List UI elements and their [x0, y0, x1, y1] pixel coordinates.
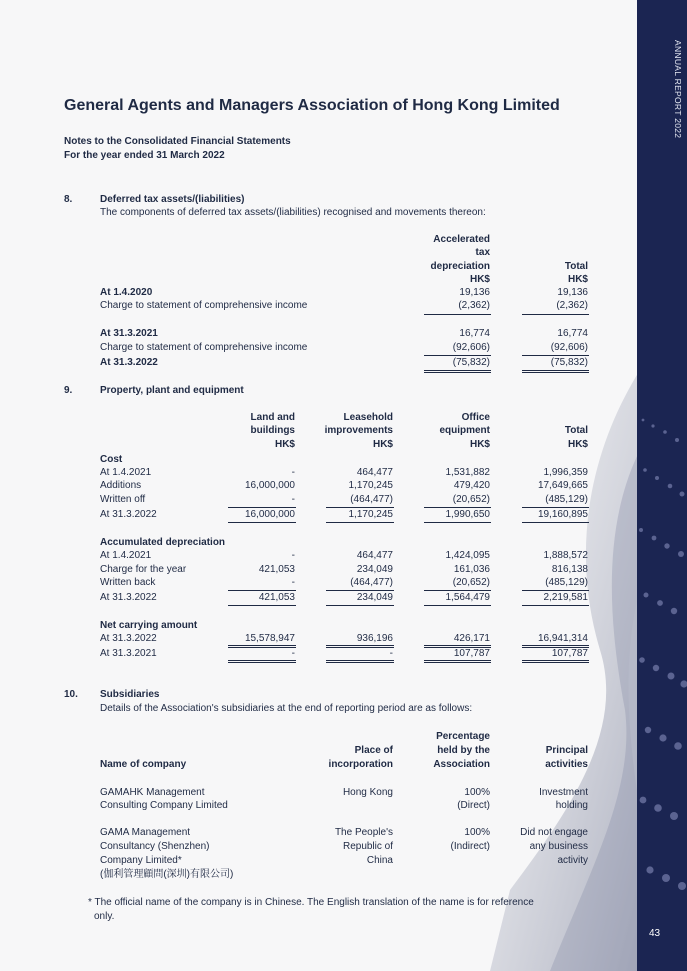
subtotal-rule: [424, 605, 491, 606]
total-double-rule: [522, 660, 589, 663]
note8-col-total-1: Total: [564, 261, 588, 272]
note9-row-label: At 1.4.2021: [100, 467, 152, 478]
note9-col-land-3: HK$: [274, 439, 295, 450]
note9-cell-land: 15,578,947: [244, 633, 295, 644]
subsidiary-name-line: Consultancy (Shenzhen): [100, 841, 210, 852]
subsidiary-activity: Investment: [539, 787, 588, 798]
note9-cell-land: 421,053: [258, 592, 295, 603]
page-title: General Agents and Managers Association of Hong Kong Limited: [64, 97, 560, 114]
note9-row-label: At 31.3.2022: [100, 633, 157, 644]
subsidiary-activity: holding: [555, 800, 588, 811]
note9-cell-office: 107,787: [453, 648, 490, 659]
subtotal-rule: [228, 605, 296, 606]
note9-col-lease-2: improvements: [324, 425, 393, 436]
subsidiary-name-line: Consulting Company Limited: [100, 800, 228, 811]
note8-row-label: At 31.3.2021: [100, 328, 158, 339]
note9-row-label: At 31.3.2022: [100, 509, 157, 520]
subsidiary-holding-type: (Direct): [457, 800, 490, 811]
note8-number: 8.: [64, 194, 73, 205]
note8-row-accel: 16,774: [459, 328, 490, 339]
note10-col-name: Name of company: [100, 759, 187, 770]
total-double-rule: [424, 660, 491, 663]
note9-cell-total: 17,649,665: [537, 480, 588, 491]
note9-cell-total: 2,219,581: [543, 592, 588, 603]
note9-row-label: Written back: [100, 577, 156, 588]
note9-number: 9.: [64, 385, 73, 396]
note9-dep-heading: Accumulated depreciation: [100, 537, 226, 548]
note9-cell-total: 1,996,359: [543, 467, 588, 478]
note9-cell-office: 161,036: [453, 564, 490, 575]
period-subtitle: For the year ended 31 March 2022: [64, 150, 225, 161]
subsidiary-name-line: Company Limited*: [100, 855, 182, 866]
subsidiary-place: The People's: [334, 827, 393, 838]
note9-col-land-1: Land and: [250, 412, 295, 423]
note9-heading: Property, plant and equipment: [100, 385, 244, 396]
note9-row-label: At 31.3.2021: [100, 648, 157, 659]
note9-cost-heading: Cost: [100, 454, 123, 465]
note9-cell-lease: 464,477: [356, 467, 393, 478]
note9-row-label: Written off: [100, 494, 146, 505]
subsidiary-place: China: [366, 855, 393, 866]
subsidiary-name-line: GAMAHK Management: [100, 787, 205, 798]
note8-row-total: 16,774: [557, 328, 588, 339]
subsidiary-activity: any business: [529, 841, 588, 852]
decorative-dot-pattern: [637, 380, 687, 970]
note8-col-accel-1: Accelerated: [433, 234, 490, 245]
note10-col-place-2: incorporation: [328, 759, 393, 770]
note8-col-total-2: HK$: [567, 274, 588, 285]
note8-row-label: Charge to statement of comprehensive income: [100, 342, 308, 353]
subsidiary-chinese-name: (伽利管理顧問(深圳)有限公司): [100, 869, 234, 880]
note9-cell-lease: -: [389, 648, 393, 659]
note8-intro: The components of deferred tax assets/(liabilities) recognised and movements thereon:: [100, 207, 486, 218]
note9-col-office-1: Office: [461, 412, 490, 423]
subtotal-rule: [522, 605, 589, 606]
note9-col-total-2: HK$: [567, 439, 588, 450]
note9-col-lease-1: Leasehold: [343, 412, 393, 423]
subtotal-rule: [522, 522, 589, 523]
note10-col-act-1: Principal: [545, 745, 588, 756]
note9-col-office-2: equipment: [439, 425, 490, 436]
note9-cell-lease: 464,477: [356, 550, 393, 561]
subsidiary-percentage: 100%: [464, 827, 490, 838]
note10-col-place-1: Place of: [354, 745, 393, 756]
sidebar-band: [637, 0, 687, 971]
note8-col-accel-2: tax: [475, 247, 490, 258]
note9-ncv-heading: Net carrying amount: [100, 620, 198, 631]
subtotal-rule: [424, 522, 491, 523]
note8-row-total: (92,606): [550, 342, 588, 353]
subtotal-rule: [522, 314, 589, 315]
note9-cell-total: (485,129): [545, 494, 588, 505]
subtotal-rule: [424, 314, 491, 315]
note9-cell-land: -: [291, 467, 295, 478]
note9-cell-land: -: [291, 494, 295, 505]
note9-cell-total: 1,888,572: [543, 550, 588, 561]
note9-cell-lease: (464,477): [350, 577, 393, 588]
note8-row-accel: (92,606): [452, 342, 490, 353]
annual-report-label: ANNUAL REPORT 2022: [673, 40, 683, 139]
note9-row-label: Charge for the year: [100, 564, 187, 575]
footnote: * The official name of the company is in Chinese. The English translation of the name is for reference: [88, 897, 534, 908]
subsidiary-name-line: GAMA Management: [100, 827, 191, 838]
note8-row-total: 19,136: [557, 287, 588, 298]
note10-col-pct-3: Association: [433, 759, 490, 770]
note10-intro: Details of the Association's subsidiaries at the end of reporting period are as follows:: [100, 703, 473, 714]
note9-cell-total: (485,129): [545, 577, 588, 588]
subtotal-rule: [228, 522, 296, 523]
note9-cell-office: (20,652): [452, 577, 490, 588]
note9-cell-land: 16,000,000: [244, 480, 295, 491]
note9-cell-lease: 936,196: [356, 633, 393, 644]
note10-number: 10.: [64, 689, 78, 700]
total-double-rule: [522, 370, 589, 373]
note9-col-total-1: Total: [564, 425, 588, 436]
note9-cell-lease: 234,049: [356, 592, 393, 603]
note9-cell-lease: 234,049: [356, 564, 393, 575]
total-double-rule: [326, 660, 394, 663]
note8-heading: Deferred tax assets/(liabilities): [100, 194, 245, 205]
subsidiary-activity: Did not engage: [520, 827, 588, 838]
note9-cell-office: 479,420: [453, 480, 490, 491]
note8-col-accel-3: depreciation: [430, 261, 490, 272]
note8-row-label: Charge to statement of comprehensive income: [100, 300, 308, 311]
note9-row-label: At 31.3.2022: [100, 592, 157, 603]
footnote-continued: only.: [94, 911, 115, 922]
note9-cell-lease: (464,477): [350, 494, 393, 505]
note8-col-accel-4: HK$: [469, 274, 490, 285]
subsidiary-holding-type: (Indirect): [450, 841, 490, 852]
note9-cell-office: 1,990,650: [445, 509, 490, 520]
subsidiary-place: Republic of: [342, 841, 393, 852]
note9-cell-total: 107,787: [551, 648, 588, 659]
note9-col-land-2: buildings: [250, 425, 295, 436]
subsidiary-place: Hong Kong: [342, 787, 393, 798]
note9-cell-total: 19,160,895: [537, 509, 588, 520]
note9-row-label: At 1.4.2021: [100, 550, 152, 561]
note9-cell-lease: 1,170,245: [348, 480, 393, 491]
note9-cell-land: -: [291, 550, 295, 561]
subsidiary-percentage: 100%: [464, 787, 490, 798]
total-double-rule: [228, 660, 296, 663]
note9-cell-land: 16,000,000: [244, 509, 295, 520]
note8-row-accel: 19,136: [459, 287, 490, 298]
note8-row-label: At 31.3.2022: [100, 357, 158, 368]
note9-cell-total: 16,941,314: [537, 633, 588, 644]
note8-row-total: (75,832): [550, 357, 588, 368]
subsidiary-activity: activity: [557, 855, 588, 866]
note8-row-accel: (75,832): [452, 357, 490, 368]
note9-cell-total: 816,138: [551, 564, 588, 575]
note9-cell-land: 421,053: [258, 564, 295, 575]
note10-col-act-2: activities: [545, 759, 588, 770]
notes-subtitle: Notes to the Consolidated Financial Statements: [64, 136, 291, 147]
subtotal-rule: [326, 605, 394, 606]
note9-cell-office: (20,652): [452, 494, 490, 505]
note10-col-pct-1: Percentage: [436, 731, 490, 742]
note9-cell-office: 1,531,882: [445, 467, 490, 478]
note9-cell-office: 1,424,095: [445, 550, 490, 561]
note9-row-label: Additions: [100, 480, 142, 491]
note9-cell-land: -: [291, 577, 295, 588]
note8-row-total: (2,362): [556, 300, 588, 311]
page-number: 43: [649, 928, 661, 939]
note9-cell-land: -: [291, 648, 295, 659]
note8-row-accel: (2,362): [458, 300, 490, 311]
note9-cell-office: 1,564,479: [445, 592, 490, 603]
note9-cell-lease: 1,170,245: [348, 509, 393, 520]
note10-heading: Subsidiaries: [100, 689, 160, 700]
note9-col-lease-3: HK$: [372, 439, 393, 450]
subtotal-rule: [326, 522, 394, 523]
total-double-rule: [424, 370, 491, 373]
note8-row-label: At 1.4.2020: [100, 287, 153, 298]
note9-cell-office: 426,171: [453, 633, 490, 644]
note10-col-pct-2: held by the: [437, 745, 490, 756]
note9-col-office-3: HK$: [469, 439, 490, 450]
